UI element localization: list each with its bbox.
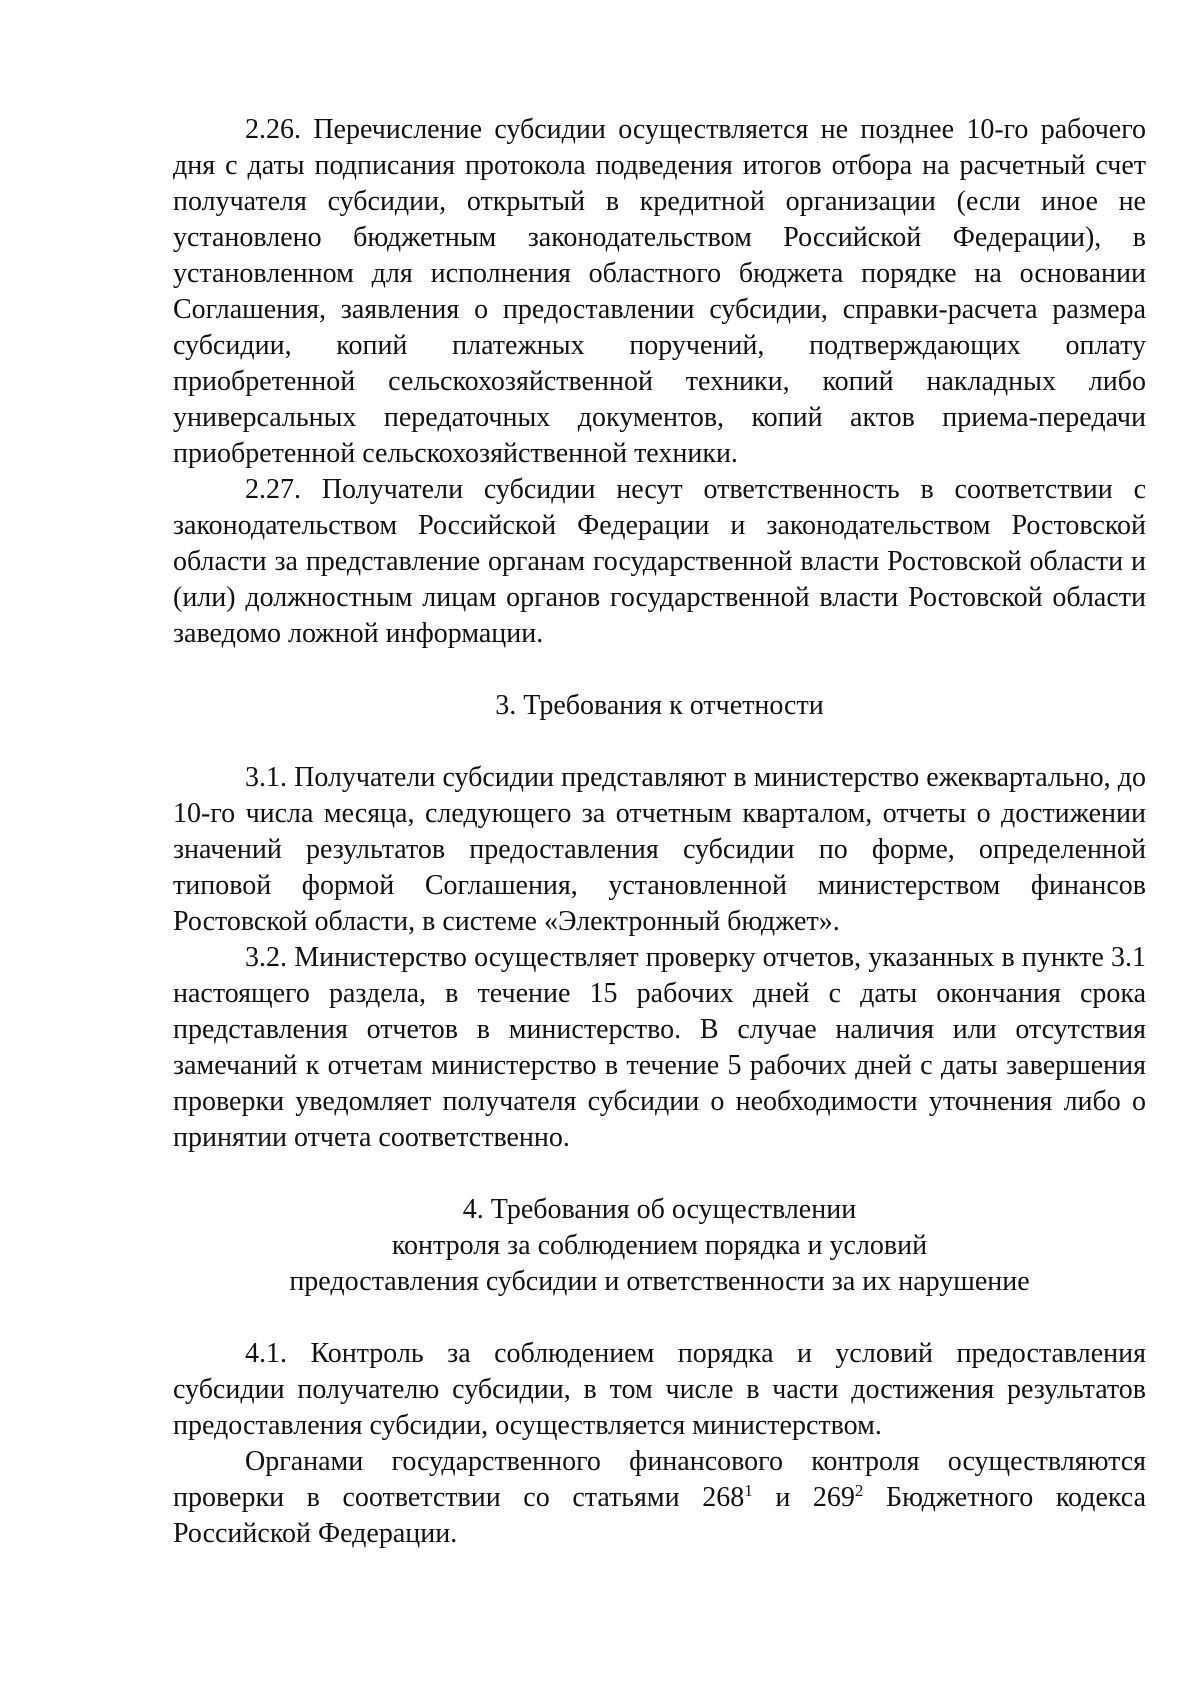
heading-line: контроля за соблюдением порядка и условий bbox=[391, 1230, 928, 1261]
paragraph-3-2: 3.2. Министерство осуществляет проверку отчетов, указанных в пункте 3.1 настоящего раздела, в течение 15 рабочих дней с даты окончания срока представления отчетов в министерство. В случае наличия или отсутствия замечаний к отчетам министерство в течение 5 рабочих дней с даты завершения проверки уведомляет получателя субсидии о необходимости уточнения либо о принятии отчета соответственно. bbox=[173, 942, 1146, 1153]
paragraph-4-1: 4.1. Контроль за соблюдением порядка и условий предоставления субсидии получателю субсидии, в том числе в части достижения результатов предоставления субсидии, осуществляется министерством. bbox=[173, 1338, 1146, 1441]
heading-line: предоставления субсидии и ответственности за их нарушение bbox=[289, 1266, 1030, 1297]
superscript: 2 bbox=[854, 1481, 864, 1500]
text-fragment: и 269 bbox=[752, 1482, 855, 1513]
heading-line: 3. Требования к отчетности bbox=[495, 690, 824, 721]
superscript: 1 bbox=[744, 1481, 753, 1500]
section-3-heading bbox=[173, 688, 1146, 724]
paragraph-2-26: 2.26. Перечисление субсидии осуществляется не позднее 10-го рабочего дня с даты подписания протокола подведения итогов отбора на расчетный счет получателя субсидии, открытый в кредитной организации (если иное не установлено бюджетным законодательством Российской Федерации), в установленном для исполнения областного бюджета порядке на основании Соглашения, заявления о предоставлении субсидии, справки-расчета размера субсидии, копий платежных поручений, подтверждающих оплату приобретенной сельскохозяйственной техники, копий накладных либо универсальных передаточных документов, копий актов приема-передачи приобретенной сельскохозяйственной техники. bbox=[173, 114, 1146, 469]
paragraph-3-1: 3.1. Получатели субсидии представляют в министерство ежеквартально, до 10-го числа месяца, следующего за отчетным кварталом, отчеты о достижении значений результатов предоставления субсидии по форме, определенной типовой формой Соглашения, установленной министерством финансов Ростовской области, в системе «Электронный бюджет». bbox=[173, 762, 1146, 937]
text-fragment: Органами государственного финансового контроля осуществляются проверки в соответствии со статьями 268 bbox=[173, 1446, 1146, 1513]
paragraph-financial-control bbox=[173, 1444, 1146, 1552]
document-page bbox=[173, 112, 1146, 1552]
section-4-heading bbox=[173, 1192, 1146, 1300]
heading-line: 4. Требования об осуществлении bbox=[462, 1194, 857, 1225]
paragraph-2-27: 2.27. Получатели субсидии несут ответственность в соответствии с законодательством Российской Федерации и законодательством Ростовской области за представление органам государственной власти Ростовской области и (или) должностным лицам органов государственной власти Ростовской области заведомо ложной информации. bbox=[173, 474, 1146, 649]
text-fragment: Бюджетного кодекса Российской Федерации. bbox=[173, 1482, 1146, 1549]
